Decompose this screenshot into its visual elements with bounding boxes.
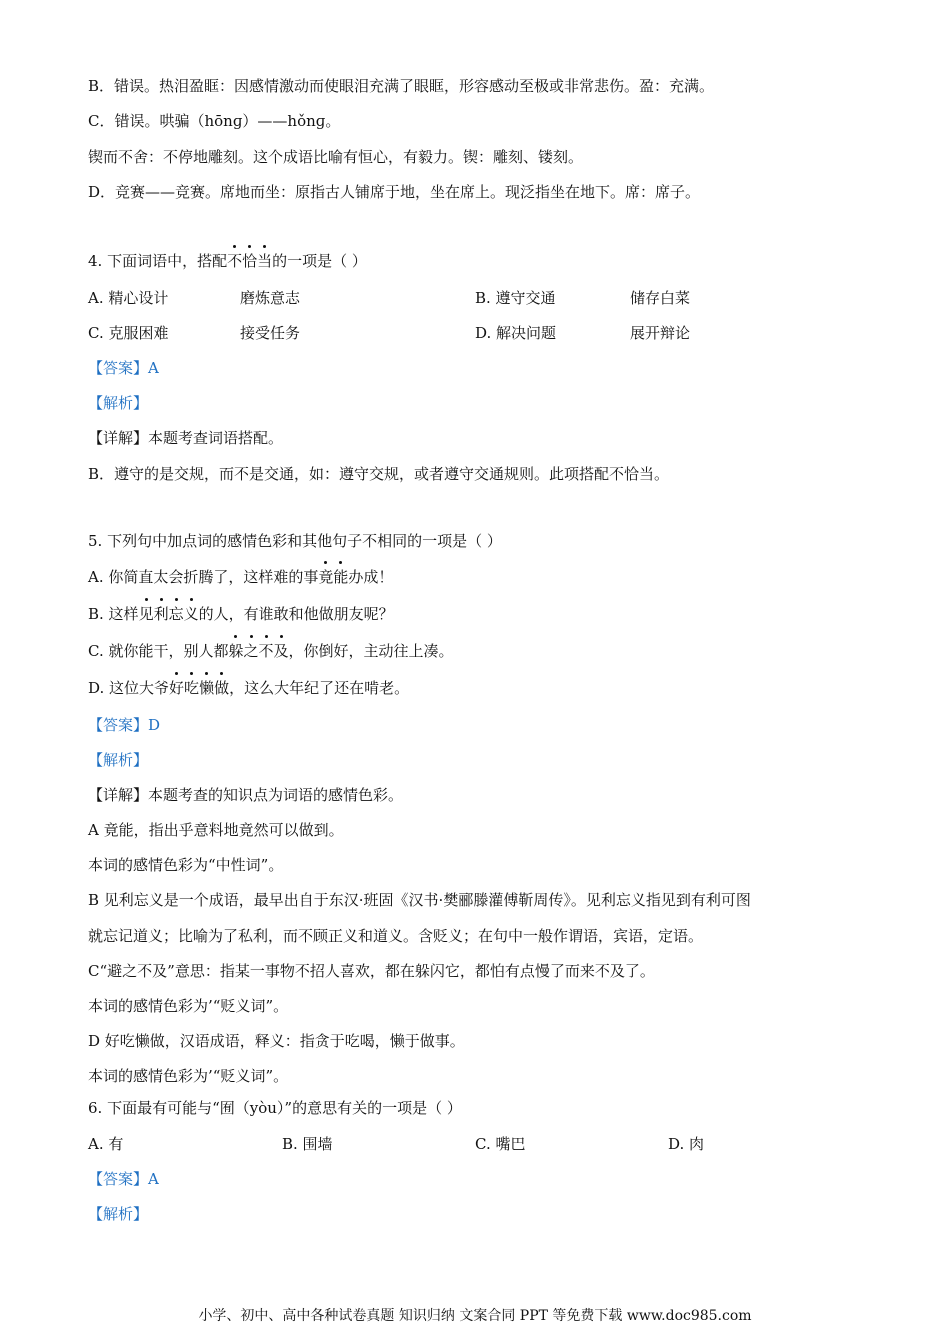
emphasis-char: 义 — [183, 605, 199, 623]
emphasis-char: 躲 — [228, 642, 244, 660]
q5-answer: 【答案】D — [88, 716, 161, 734]
option-d-explanation: D．竞赛——竞赛。席地而坐：原指古人铺席于地，坐在席上。现泛指坐在地下。席：席子。 — [88, 183, 701, 201]
q4-option-c-second: 接受任务 — [240, 324, 301, 342]
q6-answer: 【答案】A — [88, 1170, 159, 1188]
q5-explanation-line: D 好吃懒做，汉语成语，释义：指贪于吃喝，懒于做事。 — [88, 1032, 465, 1050]
q4-option-b: B. 遵守交通 — [475, 289, 556, 307]
q5-option-c: C. 就你能干，别人都躲之不及，你倒好，主动往上凑。 — [88, 642, 454, 660]
emphasis-char: 恰 — [242, 252, 258, 270]
q6-option-b: B. 围墙 — [282, 1135, 333, 1153]
emphasis-char: 忘 — [168, 605, 184, 623]
q6-option-c: C. 嘴巴 — [475, 1135, 526, 1153]
q4-answer: 【答案】A — [88, 359, 159, 377]
emphasis-char: 吃 — [184, 679, 200, 697]
q5-option-b: B. 这样见利忘义的人，有谁敢和他做朋友呢？ — [88, 605, 394, 623]
question-6-stem: 6. 下面最有可能与“囿（yòu）”的意思有关的一项是（ ） — [88, 1099, 462, 1117]
q4-explanation: B．遵守的是交规，而不是交通，如：遵守交规，或者遵守交通规则。此项搭配不恰当。 — [88, 465, 670, 483]
q4-option-a-second: 磨炼意志 — [240, 289, 301, 307]
question-4-stem: 4. 下面词语中，搭配不恰当的一项是（ ） — [88, 252, 367, 270]
q6-option-a: A. 有 — [88, 1135, 124, 1153]
q6-analysis-heading: 【解析】 — [88, 1205, 149, 1223]
q5-detail: 【详解】本题考查的知识点为词语的感情色彩。 — [88, 786, 404, 804]
q4-option-d-second: 展开辩论 — [630, 324, 691, 342]
page-footer: 小学、初中、高中各种试卷真题 知识归纳 文案合同 PPT 等免费下载 www.doc985.com — [198, 1308, 752, 1324]
q5-explanation-line: 本词的感情色彩为’“贬义词”。 — [88, 997, 289, 1015]
q5-option-a: A. 你简直太会折腾了，这样难的事竟能办成！ — [88, 568, 394, 586]
q5-explanation-line: C“避之不及”意思：指某一事物不招人喜欢，都在躲闪它，都怕有点慢了而来不及了。 — [88, 962, 655, 980]
q4-option-a: A. 精心设计 — [88, 289, 169, 307]
q4-option-b-second: 储存白菜 — [630, 289, 691, 307]
question-5-stem: 5. 下列句中加点词的感情色彩和其他句子不相同的一项是（ ） — [88, 532, 502, 550]
q5-explanation-line: A 竟能，指出乎意料地竟然可以做到。 — [88, 821, 344, 839]
emphasis-char: 不 — [227, 252, 243, 270]
q5-explanation-line: 本词的感情色彩为“中性词”。 — [88, 856, 284, 874]
emphasis-char: 当 — [257, 252, 273, 270]
q4-analysis-heading: 【解析】 — [88, 394, 149, 412]
q4-option-c: C. 克服困难 — [88, 324, 169, 342]
q5-analysis-heading: 【解析】 — [88, 751, 149, 769]
emphasis-char: 好 — [169, 679, 185, 697]
emphasis-char: 能 — [333, 568, 349, 586]
idiom-explanation: 锲而不舍：不停地雕刻。这个成语比喻有恒心，有毅力。锲：雕刻、镂刻。 — [88, 148, 584, 166]
q4-option-d: D. 解决问题 — [475, 324, 557, 342]
q5-option-d: D. 这位大爷好吃懒做，这么大年纪了还在啃老。 — [88, 679, 410, 697]
emphasis-char: 见 — [138, 605, 154, 623]
option-c-explanation: C．错误。哄骗（hōnɡ）——hǒnɡ。 — [88, 112, 341, 130]
option-b-explanation: B．错误。热泪盈眶：因感情激动而使眼泪充满了眼眶，形容感动至极或非常悲伤。盈：充满。 — [88, 77, 715, 95]
emphasis-char: 做 — [214, 679, 230, 697]
emphasis-char: 利 — [153, 605, 169, 623]
q5-explanation-line: B 见利忘义是一个成语，最早出自于东汉·班固《汉书·樊郦滕灌傅靳周传》。见利忘义指见到有利可图 — [88, 891, 751, 909]
emphasis-char: 懒 — [199, 679, 215, 697]
emphasis-char: 之 — [243, 642, 259, 660]
q6-option-d: D. 肉 — [668, 1135, 705, 1153]
emphasis-char: 及 — [273, 642, 289, 660]
emphasis-char: 不 — [258, 642, 274, 660]
q4-detail: 【详解】本题考查词语搭配。 — [88, 429, 284, 447]
q5-explanation-line: 本词的感情色彩为’“贬义词”。 — [88, 1067, 289, 1085]
q5-explanation-line: 就忘记道义；比喻为了私利，而不顾正义和道义。含贬义；在句中一般作谓语，宾语，定语。 — [88, 927, 704, 945]
emphasis-char: 竟 — [318, 568, 334, 586]
